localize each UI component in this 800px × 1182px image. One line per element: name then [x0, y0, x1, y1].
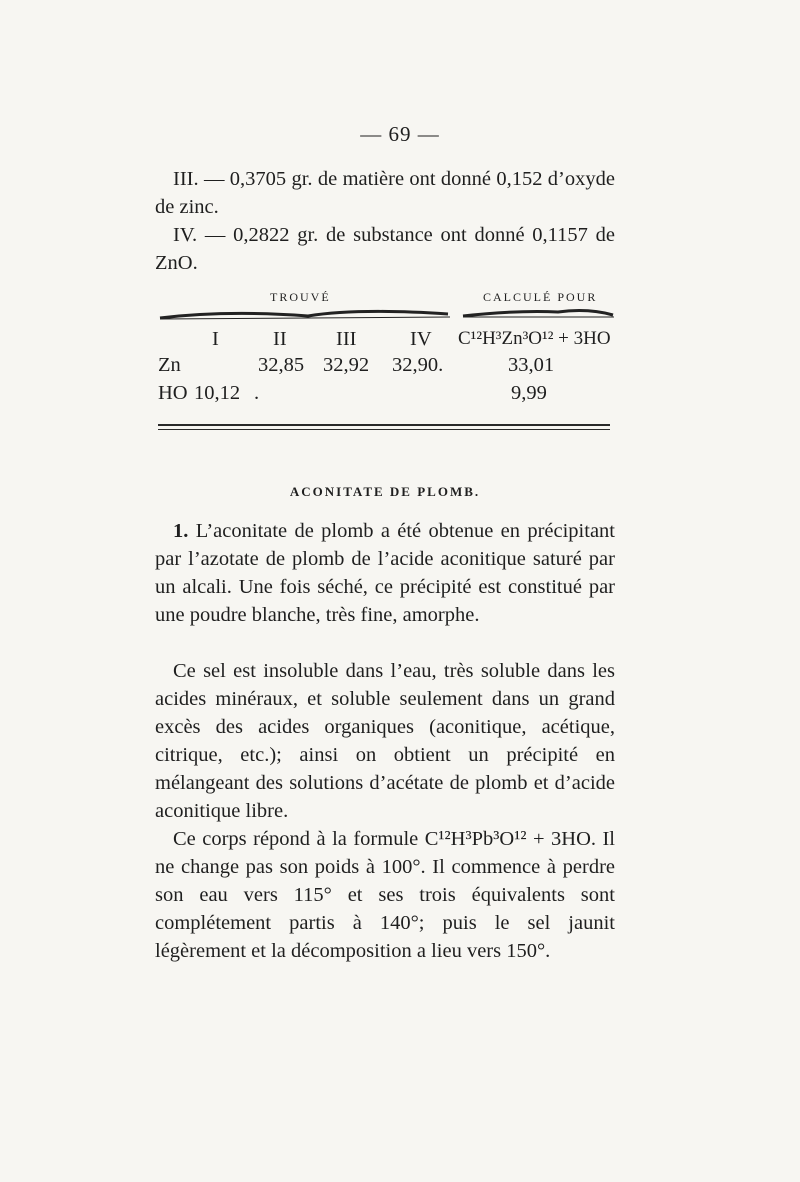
table-header-found: TROUVÉ — [270, 290, 331, 304]
table-row-ho-dot: . — [254, 382, 260, 404]
paragraph-3-text: Ce corps répond à la formule C¹²H³Pb³O¹² + 3HO. Il ne change pas son poids à 100°. Il commence à perdre son eau vers 115° et ses trois équivalents sont complétement partis à 140°; puis le sel jaunit légèrement et la décomposition a lieu vers 150°. — [155, 828, 615, 962]
table-row-zn-iv: 32,90. — [392, 354, 444, 376]
paragraph-iii — [155, 165, 615, 221]
table-header-brace — [158, 306, 618, 322]
table-row-zn-iii: 32,92 — [323, 354, 370, 376]
paragraph-1-text: L’aconitate de plomb a été obtenue en précipitant par l’azotate de plomb de l’acide aconitique saturé par un alcali. Une fois séché, ce précipité est constitué par une poudre blanche, très fine, amorphe. — [155, 520, 615, 626]
table-col-ii: II — [273, 328, 287, 350]
paragraph-2 — [155, 657, 615, 825]
table-row-ho-i: 10,12 — [194, 382, 241, 404]
paragraph-iv — [155, 221, 615, 277]
table-bottom-rule — [158, 424, 610, 426]
table-col-formula: C¹²H³Zn³O¹² + 3HO — [458, 328, 611, 349]
table-col-iv: IV — [410, 328, 432, 350]
paragraph-iii-text: III. — 0,3705 gr. de matière ont donné 0,152 d’oxyde de zinc. — [155, 168, 615, 218]
table-header-calc: CALCULÉ POUR — [483, 290, 598, 304]
paragraph-iv-text: IV. — 0,2822 gr. de substance ont donné 0,1157 de ZnO. — [155, 224, 615, 274]
table-col-i: I — [212, 328, 219, 350]
table-row-zn-ii: 32,85 — [258, 354, 305, 376]
paragraph-2-text: Ce sel est insoluble dans l’eau, très soluble dans les acides minéraux, et soluble seulement dans un grand excès des acides organiques (aconitique, acétique, citrique, etc.); ainsi on obtient un précipité en mélangeant des solutions d’acétate de plomb et d’acide aconitique libre. — [155, 660, 615, 822]
table-bottom-rule-thin — [158, 429, 610, 430]
table-row-zn-label: Zn — [158, 354, 181, 376]
running-head: — 69 — — [360, 122, 440, 146]
table-col-iii: III — [336, 328, 357, 350]
table-row-ho-label: HO — [158, 382, 188, 404]
paragraph-1 — [155, 517, 615, 629]
section-title: ACONITATE DE PLOMB. — [289, 484, 481, 499]
paragraph-1-number: 1. — [173, 520, 189, 542]
table-row-ho-calc: 9,99 — [511, 382, 547, 404]
paragraph-3 — [155, 825, 615, 965]
table-row-zn-calc: 33,01 — [508, 354, 555, 376]
